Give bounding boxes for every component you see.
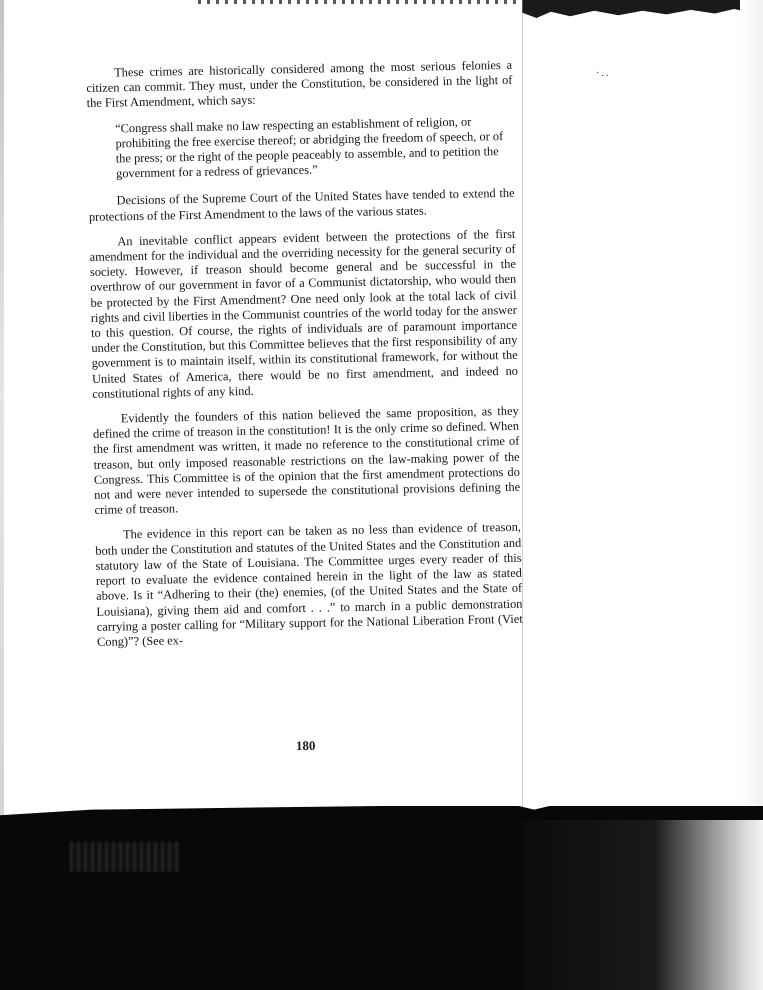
document-body	[86, 58, 523, 660]
paragraph-evidence: The evidence in this report can be taken as no less than evidence of treason, both under the Constitution and statutes of the United States and the Constitution and statutory law of the State of Louisiana. The Committee urges every reader of this report to evaluate the evidence contained herein in the light of the law as stated above. Is it “Adhering to their (the) enemies, (of the United States and the State of Louisiana), giving them aid and comfort . . .” to march in a public demonstration carrying a poster calling for “Military support for the National Liberation Front (Viet Cong)”? (See ex-	[95, 520, 523, 649]
paragraph-founders: Evidently the founders of this nation believed the same proposition, as they defined the crime of treason in the constitution! It is the only crime so defined. When the first amendment was written, it made no reference to the constitutional crime of treason, but only imposed reasonable restrictions on the law-making power of the Congress. This Committee is of the opinion that the first amendment protections do not and were never intended to supersede the constitutional provisions defining the crime of treason.	[92, 403, 521, 518]
page-number: 180	[295, 737, 316, 754]
top-edge-dots	[198, 0, 528, 4]
first-amendment-quote: “Congress shall make no law respecting an establishment of religion, or prohibiting the free exercise thereof; or abridging the freedom of speech, or of the press; or the right of the people peaceably to assemble, and to petition the government for a redress of grievances.”	[115, 114, 504, 181]
paragraph-felonies: These crimes are historically considered among the most serious felonies a citizen can commit. They must, under the Constitution, be considered in the light of the First Amendment, which says:	[86, 57, 513, 111]
scan-background-right-gradient	[522, 820, 763, 990]
paragraph-supreme-court: Decisions of the Supreme Court of the United States have tended to extend the protections of the First Amendment to the laws of the various states.	[88, 186, 515, 224]
corner-speck-mark: ·..	[596, 68, 611, 79]
torn-top-right-edge	[522, 0, 763, 18]
right-margin-strip	[740, 0, 763, 820]
page-fold-line	[522, 0, 523, 810]
paragraph-inevitable-conflict: An inevitable conflict appears evident between the protections of the first amendment for the individual and the overriding necessity for the general security of society. However, if treason should become general and be successful in the overthrow of our government in favor of a Communist dictatorship, who would then be protected by the First Amendment? One need only look at the total lack of civil rights and civil liberties in the Communist countries of the world today for the answer to this question. Of course, the rights of individuals are of paramount importance under the Constitution, but this Committee believes that the first responsibility of any government is to maintain itself, within its constitutional framework, for without the United States of America, there would be no first amendment, and indeed no constitutional rights of any kind.	[89, 226, 519, 401]
scan-blur-artifact	[70, 842, 180, 872]
